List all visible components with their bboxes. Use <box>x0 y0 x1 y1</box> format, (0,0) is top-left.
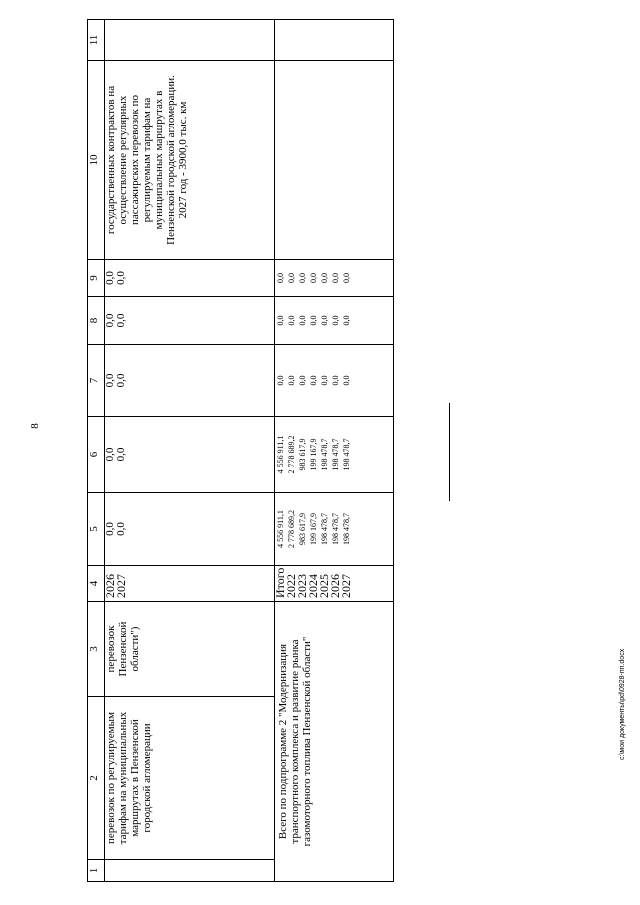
value-cell: 0,0 <box>309 315 318 326</box>
value-cell: 0,0 <box>276 375 285 386</box>
value-cell: 0,0 <box>298 315 307 326</box>
row1-col1 <box>105 860 275 882</box>
value-cell: 0,0 <box>331 273 340 283</box>
value-cell: 0,0 <box>331 375 340 386</box>
col-header-5: 5 <box>88 493 105 566</box>
value-cell: 0,0 <box>320 375 329 386</box>
value-cell: 983 617,9 <box>298 513 307 545</box>
value-cell: 0,0 <box>342 273 351 283</box>
year-cell: 2026 <box>103 574 117 598</box>
value-cell: 0,0 <box>320 315 329 326</box>
col-header-6: 6 <box>88 417 105 493</box>
separator-line <box>449 403 450 501</box>
year-cell: 2027 <box>114 574 128 598</box>
row1-col6 <box>105 417 275 493</box>
value-cell: 2 778 689,2 <box>287 435 296 474</box>
col-header-7: 7 <box>88 345 105 417</box>
value-cell: 2 778 689,2 <box>287 510 296 548</box>
value-cell: 4 556 911,1 <box>276 510 285 548</box>
row1-years <box>105 566 275 602</box>
total-col7 <box>275 345 394 417</box>
value-cell: 4 556 911,1 <box>276 435 285 474</box>
value-cell: 0,0 <box>331 315 340 326</box>
value-cell: 0,0 <box>342 315 351 326</box>
value-cell: 0,0 <box>115 522 127 536</box>
year-cell: 2026 <box>328 574 342 598</box>
value-cell: 0,0 <box>104 271 116 285</box>
col-header-3: 3 <box>88 602 105 697</box>
value-cell: 0,0 <box>320 273 329 283</box>
row1-col8 <box>105 297 275 345</box>
value-cell: 0,0 <box>287 273 296 283</box>
total-col9 <box>275 260 394 297</box>
total-col10 <box>275 61 394 260</box>
budget-table-wrapper <box>87 20 394 882</box>
row1-description: перевозок по регулируемым тарифам на муниципальных маршрутах в Пензенской городской агломерации <box>105 697 275 860</box>
file-path-footer: c:\мои документы\pd\0928-пп.docx <box>619 648 626 760</box>
value-cell: 0,0 <box>287 375 296 386</box>
value-cell: 0,0 <box>298 273 307 283</box>
value-cell: 0,0 <box>115 271 127 285</box>
value-cell: 0,0 <box>115 373 127 388</box>
value-cell: 199 167,9 <box>309 513 318 545</box>
total-row <box>275 20 394 882</box>
col-header-8: 8 <box>88 297 105 345</box>
value-cell: 0,0 <box>115 313 127 328</box>
value-cell: 0,0 <box>104 447 116 462</box>
col-header-10: 10 <box>88 61 105 260</box>
value-cell: 198 478,7 <box>320 438 329 471</box>
value-cell: 0,0 <box>287 315 296 326</box>
value-cell: 0,0 <box>309 273 318 283</box>
year-cell: 2025 <box>317 574 331 598</box>
total-col6 <box>275 417 394 493</box>
value-cell: 198 478,7 <box>342 513 351 545</box>
row1-col5 <box>105 493 275 566</box>
col-header-11: 11 <box>88 20 105 61</box>
value-cell: 0,0 <box>104 522 116 536</box>
value-cell: 198 478,7 <box>331 513 340 545</box>
value-cell: 198 478,7 <box>331 438 340 471</box>
total-label: Всего по подпрограмме 2 "Модернизация транспортного комплекса и развитие рынка газомоторного топлива Пензенской области" <box>275 602 394 882</box>
total-col8 <box>275 297 394 345</box>
col-header-9: 9 <box>88 260 105 297</box>
col-header-2: 2 <box>88 697 105 860</box>
total-col11 <box>275 20 394 61</box>
value-cell: 0,0 <box>298 375 307 386</box>
value-cell: 198 478,7 <box>342 438 351 471</box>
year-cell: 2027 <box>339 574 353 598</box>
row1-executor: перевозок Пензенской области") <box>105 602 275 697</box>
year-cell: 2022 <box>284 574 298 598</box>
year-cell: Итого <box>273 567 287 598</box>
value-cell: 0,0 <box>342 375 351 386</box>
value-cell: 0,0 <box>276 273 285 283</box>
row1-col9 <box>105 260 275 297</box>
value-cell: 0,0 <box>104 373 116 388</box>
row1-col7 <box>105 345 275 417</box>
year-cell: 2023 <box>295 574 309 598</box>
col-header-4: 4 <box>88 566 105 602</box>
total-years <box>275 566 394 602</box>
row1-col11 <box>105 20 275 61</box>
value-cell: 0,0 <box>309 375 318 386</box>
value-cell: 0,0 <box>104 313 116 328</box>
page-number: 8 <box>28 423 41 429</box>
budget-table <box>87 19 394 882</box>
value-cell: 0,0 <box>276 315 285 326</box>
row1-result: государственных контрактов на осуществление регулярных пассажирских перевозок по регулируемым тарифам на муниципальных маршрутах в Пензенской городской агломерации. 2027 год - 3900,0 тыс. км <box>105 61 275 260</box>
value-cell: 199 167,9 <box>309 438 318 471</box>
table-row <box>105 20 275 882</box>
year-cell: 2024 <box>306 574 320 598</box>
value-cell: 983 617,9 <box>298 438 307 471</box>
value-cell: 198 478,7 <box>320 513 329 545</box>
col-header-1: 1 <box>88 860 105 882</box>
total-col5 <box>275 493 394 566</box>
value-cell: 0,0 <box>115 447 127 462</box>
column-number-row <box>88 20 105 882</box>
